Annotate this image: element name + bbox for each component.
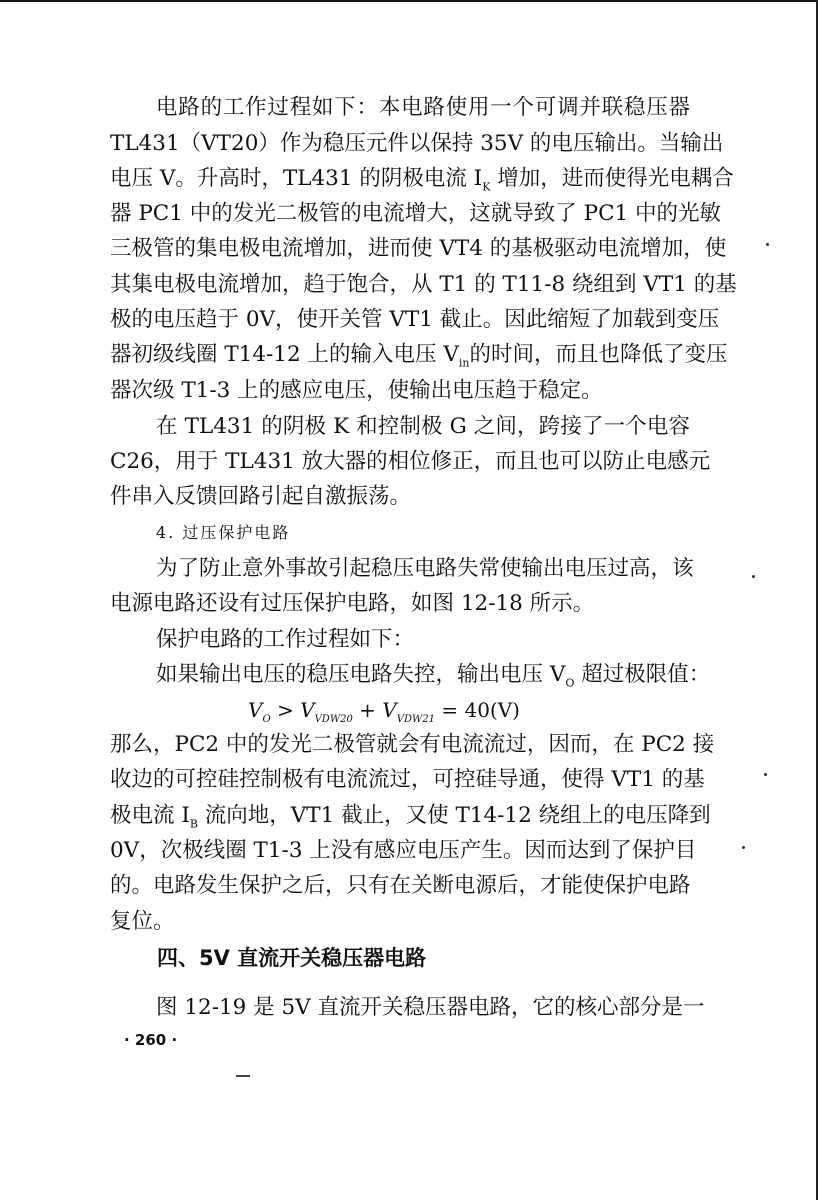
text-line: 件串入反馈回路引起自激振荡。 [110,484,412,509]
subscript: B [189,817,198,831]
text-segment: 的时间，而且也降低了变压 [469,342,728,367]
text-line: 三极管的集电极电流增加，进而使 VT4 的基极驱动电流增加，使 [110,236,727,261]
scan-border-top [0,0,818,2]
text-segment: 器初级线圈 T14-12 上的输入电压 V [110,342,459,367]
text-line: 其集电极电流增加，趋于饱合，从 T1 的 T11-8 绕组到 VT1 的基 [110,272,737,297]
equation-term: + V [352,698,397,722]
text-line: 收边的可控硅控制极有电流流过，可控硅导通，使得 VT1 的基 [110,767,705,792]
scan-speck [742,846,745,849]
text-segment: 电压 V。升高时，TL431 的阴极电流 I [110,166,483,191]
text-line: 图 12-19 是 5V 直流开关稳压器电路，它的核心部分是一 [156,995,705,1020]
text-line: 保护电路的工作过程如下： [156,627,415,652]
text-segment: 超过极限值： [574,662,711,687]
subsection-heading: 4. 过压保护电路 [156,523,291,542]
text-line: 那么，PC2 中的发光二极管就会有电流流过，因而，在 PC2 接 [110,732,715,757]
text-line: 0V，次极线圈 T1-3 上没有感应电压产生。因而达到了保护目 [110,838,697,863]
text-segment: 极电流 I [110,803,190,828]
equation-subscript: O [262,714,271,725]
equation-term: > V [270,698,315,722]
section-heading: 四、5V 直流开关稳压器电路 [157,946,427,970]
text-line [156,658,711,692]
equation-term: V [248,698,263,722]
text-line [110,162,734,196]
text-line: 在 TL431 的阴极 K 和控制极 G 之间，跨接了一个电容 [156,414,690,439]
scan-speck [764,773,767,776]
equation [248,692,578,728]
text-segment: 如果输出电压的稳压电路失控，输出电压 V [156,662,566,687]
scan-speck [766,243,769,246]
text-line: 电源电路还设有过压保护电路，如图 12-18 所示。 [110,591,595,616]
text-line: 为了防止意外事故引起稳压电路失常使输出电压过高，该 [156,556,694,581]
text-line [110,338,728,372]
equation-subscript: VDW21 [396,714,435,725]
text-line: 电路的工作过程如下：本电路使用一个可调并联稳压器 [156,95,690,120]
equation-term: = 40(V) [435,698,520,722]
text-line: TL431（VT20）作为稳压元件以保持 35V 的电压输出。当输出 [110,131,724,156]
equation-subscript: VDW20 [314,714,353,725]
text-line: 器次级 T1-3 上的感应电压，使输出电压趋于稳定。 [110,378,603,403]
subscript: in [458,356,470,370]
page-number: · 260 · [124,1031,178,1049]
scan-mark [236,1075,250,1077]
text-line: C26，用于 TL431 放大器的相位修正，而且也可以防止电感元 [110,449,711,474]
text-line [110,799,711,833]
subscript: O [565,676,575,690]
scan-speck [752,575,755,578]
text-line: 复位。 [110,909,175,934]
text-line: 的。电路发生保护之后，只有在关断电源后，才能使保护电路 [110,873,691,898]
subscript: K [482,180,491,194]
text-segment: 流向地，VT1 截止，又使 T14-12 绕组上的电压降到 [197,803,711,828]
text-segment: 增加，进而使得光电耦合 [490,166,734,191]
text-line: 器 PC1 中的发光二极管的电流增大，这就导致了 PC1 中的光敏 [110,201,722,226]
text-line: 极的电压趋于 0V，使开关管 VT1 截止。因此缩短了加载到变压 [110,307,720,332]
